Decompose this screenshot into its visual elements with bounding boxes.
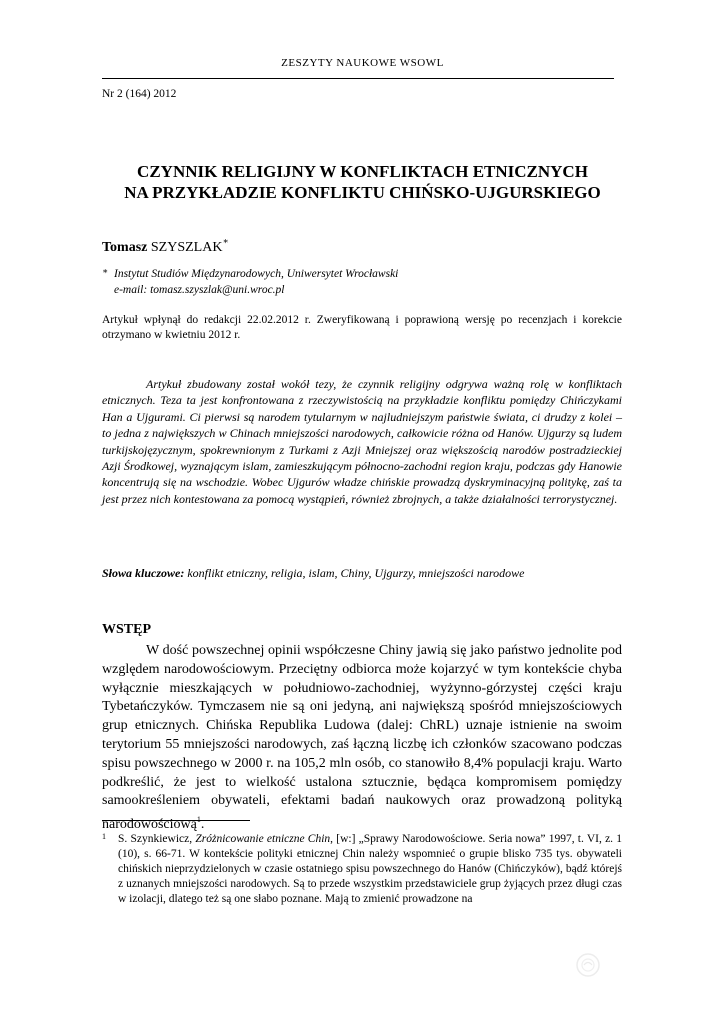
article-title (0, 161, 725, 203)
issue-number: Nr 2 (164) 2012 (102, 88, 177, 100)
abstract (102, 376, 622, 507)
affiliation-mark: ∗ (102, 266, 109, 276)
footnote-number: 1 (102, 832, 106, 841)
title-line-1: CZYNNIK RELIGIJNY W KONFLIKTACH ETNICZNYCH (137, 162, 588, 181)
footnote (102, 832, 622, 907)
author-email[interactable]: e-mail: tomasz.szyszlak@uni.wroc.pl (114, 284, 285, 296)
author (102, 236, 229, 256)
author-first-name: Tomasz (102, 240, 148, 255)
title-line-2: NA PRZYKŁADZIE KONFLIKTU CHIŃSKO-UJGURSKIEGO (124, 183, 601, 202)
watermark-seal-icon (575, 952, 601, 978)
journal-header: ZESZYTY NAUKOWE WSOWL (281, 57, 444, 69)
keywords-label: Słowa kluczowe: (102, 566, 185, 580)
footnote-rest: , [w:] „Sprawy Narodowościowe. Seria nowa” 1997, t. VI, z. 1 (10), s. 66-71. W kontekście polityki etnicznej Chin należy wspomnieć o grupie blisko 735 tys. obywateli chińskich nieprzydzielonych w czasie ostatniego spisu powszechnego do Hanów (Chińczyków), bądź którejś z uznanych mniejszości narodowych. Są to przede wszystkim przedstawiciele grup żyjących przez długi czas w izolacji, dlatego też są one słabo poznane. Mają to zmienić prowadzone na (118, 833, 623, 905)
footnote-text (118, 832, 622, 907)
author-footnote-mark: ∗ (222, 236, 229, 246)
abstract-text: Artykuł zbudowany został wokół tezy, że czynnik religijny odgrywa ważną rolę w konfliktach etnicznych. Teza ta jest konfrontowana z rzeczywistością na przykładzie konfliktu pomiędzy Chińczykami Han a Ujgurami. Ci pierwsi są narodem tytularnym w najludniejszym państwie świata, ci drudzy z kolei – to jedna z największych w Chinach mniejszości narodowych, całkowicie różna od Hanów. Ujgurzy są ludem turkijskojęzycznym, spokrewnionym z Turkami z Azji Mniejszej oraz większością narodów postradzieckiej Azji Środkowej, wyznającym islam, zamieszkującym północno-zachodni region kraju, podczas gdy Hanowie koncentrują się na wschodzie. Wobec Ujgurów władze chińskie prowadzą dyskryminacyjną politykę, zaś ta jest przez nich kontestowana za pomocą wystąpień, również zbrojnych, a także działalności terrorystycznej. (102, 377, 622, 506)
footnote-author: S. Szynkiewicz, (118, 833, 193, 845)
section-heading: WSTĘP (102, 622, 152, 637)
footnote-work: Zróżnicowanie etniczne Chin (195, 833, 331, 845)
footnote-reference[interactable]: 1 (196, 815, 201, 825)
header-divider (102, 78, 614, 79)
affiliation-block (102, 266, 622, 298)
keywords-list: konflikt etniczny, religia, islam, Chiny, Ujgurzy, mniejszości narodowe (187, 566, 525, 580)
footnote-divider (102, 820, 250, 821)
intro-paragraph: W dość powszechnej opinii współczesne Chiny jawią się jako państwo jednolite pod względem narodowościowym. Przeciętny odbiorca może kojarzyć w tym kontekście chyba wyłącznie mieszkających w południowo-zachodniej, wyżynno-górzystej części kraju Tybetańczyków. Tymczasem nie są oni jedyną, ani największą spośród mniejszościowych grup etnicznych. Chińska Republika Ludowa (dalej: ChRL) uznaje istnienie na swoim terytorium 55 mniejszości narodowych, zaś łączną liczbę ich członków szacowano podczas spisu powszechnego w 2000 r. na 105,2 mln osób, co stanowiło 8,4% populacji kraju. Warto podkreślić, że jest to wielkość ustalona sztucznie, będąca kompromisem pomiędzy samookreśleniem obywateli, efektami badań naukowych oraz prowadzoną polityką narodowościową$^1$. (102, 643, 622, 833)
intro-paragraph-text: W dość powszechnej opinii współczesne Chiny jawią się jako państwo jednolite pod względem narodowościowym. Przeciętny odbiorca może kojarzyć w tym kontekście chyba wyłącznie mieszkających w południowo-zachodniej, wyżynno-górzystej części kraju Tybetańczyków. Tymczasem nie są oni jedyną, ani największą spośród mniejszościowych grup etnicznych. Chińska Republika Ludowa (dalej: ChRL) uznaje istnienie na swoim terytorium 55 mniejszości narodowych, zaś łączną liczbę ich członków szacowano podczas spisu powszechnego w 2000 r. na 105,2 mln osób, co stanowiło 8,4% populacji kraju. Warto podkreślić, że jest to wielkość ustalona sztucznie, będąca kompromisem pomiędzy samookreśleniem obywateli, efektami badań naukowych oraz prowadzoną polityką narodowościową (102, 643, 622, 833)
author-last-name: SZYSZLAK (150, 240, 223, 255)
received-note: Artykuł wpłynął do redakcji 22.02.2012 r. Zweryfikowaną i poprawioną wersję po recenzjach i korekcie otrzymano w kwietniu 2012 r. (102, 314, 622, 341)
keywords (102, 566, 622, 581)
affiliation: Instytut Studiów Międzynarodowych, Uniwersytet Wrocławski (114, 268, 399, 280)
body-text (102, 642, 622, 835)
